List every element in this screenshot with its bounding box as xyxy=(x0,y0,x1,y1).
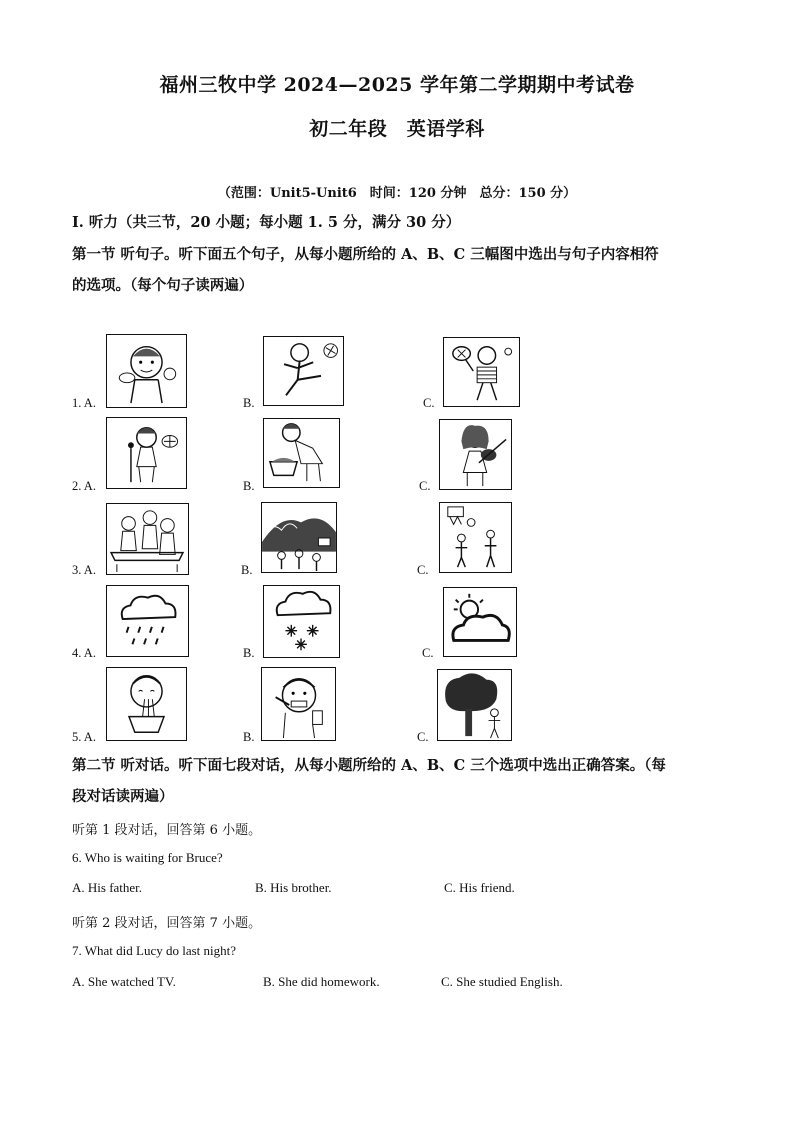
question-number: 2. A. xyxy=(72,479,96,493)
dialogue-lead: 听第 1 段对话，回答第 6 小题。 xyxy=(72,823,262,838)
section1-instruction-line2: 的选项。（每个句子读两遍） xyxy=(72,277,254,294)
dialogue-lead: 听第 2 段对话，回答第 7 小题。 xyxy=(72,916,262,931)
rain-cloud-icon[interactable] xyxy=(106,585,189,657)
boy-brushing-teeth-icon[interactable] xyxy=(261,667,336,741)
girl-eating-noodles-icon[interactable] xyxy=(106,667,187,741)
basketball-players-icon[interactable] xyxy=(439,502,512,573)
people-cleaning-park-icon[interactable] xyxy=(261,502,337,573)
girl-violin-icon[interactable] xyxy=(439,419,512,490)
question-text: 6. Who is waiting for Bruce? xyxy=(72,850,223,865)
answer-option-c[interactable]: C. His friend. xyxy=(444,880,515,895)
girl-planting-tree-icon[interactable] xyxy=(437,669,512,741)
page-subtitle: 初二年段 英语学科 xyxy=(309,118,485,140)
answer-option-c[interactable]: C. She studied English. xyxy=(441,974,563,989)
option-label: B. xyxy=(243,396,255,410)
boy-tennis-icon[interactable] xyxy=(443,337,520,407)
answer-option-a[interactable]: A. His father. xyxy=(72,880,143,895)
option-label: C. xyxy=(422,646,434,660)
question-number: 1. A. xyxy=(72,396,96,410)
section2-instruction-line1: 第二节 听对话。听下面七段对话，从每小题所给的 A、B、C 三个选项中选出正确答案。（每 xyxy=(72,757,666,774)
option-label: C. xyxy=(419,479,431,493)
question-number: 3. A. xyxy=(72,563,96,577)
boy-eating-icon[interactable] xyxy=(106,334,187,408)
question-number: 4. A. xyxy=(72,646,96,660)
boy-kicking-ball-icon[interactable] xyxy=(263,336,344,406)
answer-option-b[interactable]: B. She did homework. xyxy=(263,974,380,989)
girl-singing-icon[interactable] xyxy=(106,417,187,489)
option-label: B. xyxy=(243,646,255,660)
family-study-icon[interactable] xyxy=(106,503,189,575)
option-label: C. xyxy=(417,563,429,577)
option-label: B. xyxy=(243,479,255,493)
answer-option-a[interactable]: A. She watched TV. xyxy=(72,974,176,989)
section2-instruction-line2: 段对话读两遍） xyxy=(72,788,174,805)
exam-info: （范围：Unit5-Unit6 时间：120 分钟 总分：150 分） xyxy=(217,186,577,201)
listening-heading: Ⅰ. 听力（共三节，20 小题；每小题 1. 5 分，满分 30 分） xyxy=(72,214,461,231)
option-label: B. xyxy=(241,563,253,577)
question-number: 5. A. xyxy=(72,730,96,744)
option-label: C. xyxy=(423,396,435,410)
answer-option-b[interactable]: B. His brother. xyxy=(255,880,332,895)
option-label: B. xyxy=(243,730,255,744)
section1-instruction-line1: 第一节 听句子。听下面五个句子，从每小题所给的 A、B、C 三幅图中选出与句子内容相符 xyxy=(72,246,659,263)
girl-washing-icon[interactable] xyxy=(263,418,340,488)
snow-cloud-icon[interactable] xyxy=(263,585,340,658)
option-label: C. xyxy=(417,730,429,744)
sun-cloud-icon[interactable] xyxy=(443,587,517,657)
page-title: 福州三牧中学 2024—2025 学年第二学期期中考试卷 xyxy=(159,74,635,96)
question-text: 7. What did Lucy do last night? xyxy=(72,943,237,958)
